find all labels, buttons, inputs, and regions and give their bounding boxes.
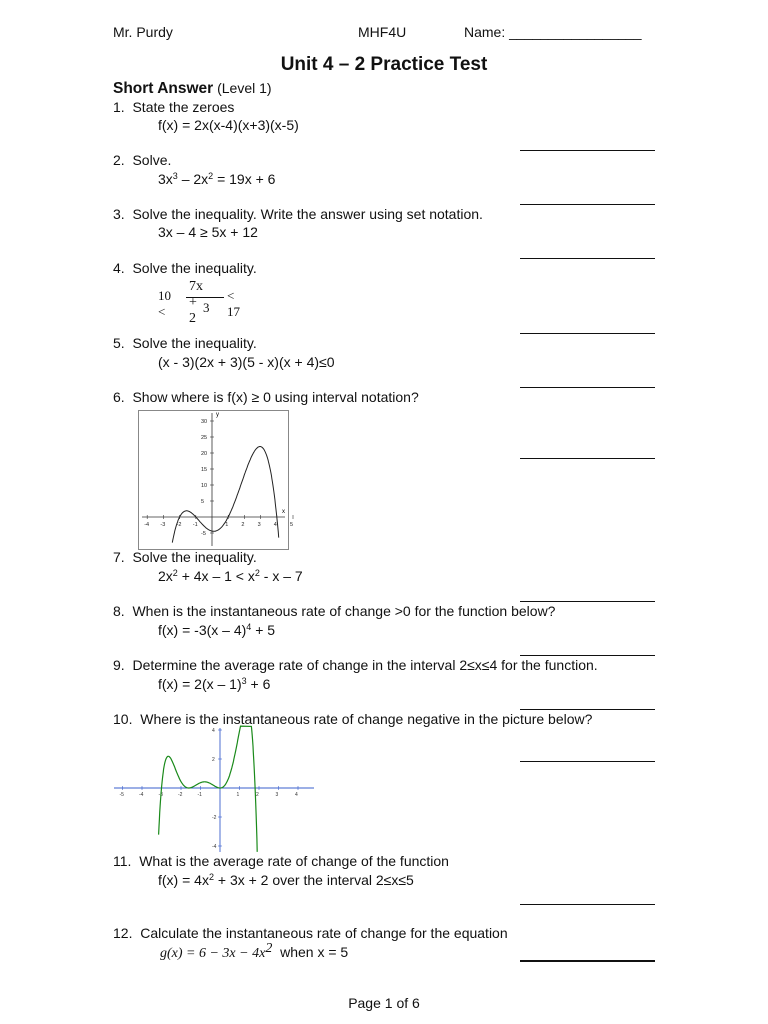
graph-q10-x-tick-label: -4	[139, 792, 144, 798]
question-12: 12. Calculate the instantaneous rate of change for the equation	[113, 925, 508, 941]
question-10: 10. Where is the instantaneous rate of change negative in the picture below?	[113, 711, 593, 727]
question-3-expression: 3x – 4 ≥ 5x + 12	[158, 224, 258, 240]
graph-q10-y-tick-label: 4	[212, 728, 215, 734]
question-11: 11. What is the average rate of change of the function	[113, 853, 449, 869]
answer-line-4[interactable]	[520, 333, 655, 334]
graph-q6-x-tick-label: -1	[192, 522, 198, 528]
answer-line-2[interactable]	[520, 204, 655, 205]
answer-line-8[interactable]	[520, 655, 655, 656]
question-4: 4. Solve the inequality.	[113, 260, 257, 276]
question-5-expression: (x - 3)(2x + 3)(5 - x)(x + 4)≤0	[158, 354, 335, 370]
graph-q10-x-tick-label: 2	[256, 792, 259, 798]
frac-denominator: 3	[203, 300, 210, 315]
frac-lhs: 10 <	[158, 288, 171, 319]
page-number: Page 1 of 6	[348, 995, 420, 1011]
graph-q10-x-tick-label: 1	[236, 792, 240, 798]
graph-q6-y-tick-label: 5	[201, 499, 205, 505]
graph-q10-x-tick-label: 3	[275, 792, 279, 798]
graph-q6-x-tick-label: 5	[290, 522, 294, 528]
graph-q10-y-tick-label: -4	[212, 844, 217, 850]
question-5: 5. Solve the inequality.	[113, 335, 257, 351]
graph-q10	[112, 726, 316, 854]
question-8: 8. When is the instantaneous rate of change >0 for the function below?	[113, 603, 556, 619]
graph-q6-y-tick-label: 25	[201, 435, 208, 441]
answer-line-7[interactable]	[520, 601, 655, 602]
answer-line-9[interactable]	[520, 709, 655, 710]
answer-line-3[interactable]	[520, 258, 655, 259]
graph-q6-x-tick-label: 3	[257, 522, 261, 528]
answer-line-6[interactable]	[520, 458, 655, 459]
student-name-field[interactable]: Name: _________________	[464, 24, 642, 40]
graph-q10-x-tick-label: 4	[295, 792, 298, 798]
question-9: 9. Determine the average rate of change in the interval 2≤x≤4 for the function.	[113, 657, 598, 673]
graph-q10-y-tick-label: -2	[212, 815, 217, 821]
question-6: 6. Show where is f(x) ≥ 0 using interval notation?	[113, 389, 419, 405]
graph-q6-frame	[139, 411, 289, 550]
course-code: MHF4U	[358, 24, 407, 40]
graph-q6-x-tick-label: 4	[273, 522, 277, 528]
answer-line-12[interactable]	[520, 960, 655, 962]
answer-line-11[interactable]	[520, 904, 655, 905]
graph-q6	[138, 410, 294, 550]
question-12-expression: $g(x) = 6 - 3x - 4x^2$ when x = 5	[160, 941, 349, 961]
graph-q6-y-tick-label: 15	[201, 467, 208, 473]
answer-line-10[interactable]	[520, 761, 655, 762]
frac-numerator: 7x + 2	[189, 279, 203, 326]
question-11-expression: $f(x) = 4x^2 + 3x + 2$ over the interval 2≤x≤5	[158, 872, 414, 888]
question-2: 2. Solve.	[113, 152, 172, 168]
graph-q6-x-tick-label: -3	[160, 522, 166, 528]
answer-line-1[interactable]	[520, 150, 655, 151]
section-level: (Level 1)	[217, 80, 272, 96]
graph-q6-y-tick-label: 20	[201, 451, 208, 457]
question-7-expression: $2x^2 + 4x - 1 < x^2 - x - 7$	[158, 568, 303, 584]
question-8-expression: f(x) = -3(x – 4)$^4$ + 5	[158, 622, 276, 638]
frac-rhs: < 17	[227, 288, 240, 319]
page-title: Unit 4 – 2 Practice Test	[280, 54, 488, 75]
answer-line-5[interactable]	[520, 387, 655, 388]
graph-q6-x-tick-label: -4	[144, 522, 150, 528]
graph-q6-x-tick-label: 1	[225, 522, 229, 528]
graph-q6-y-tick-label: -5	[201, 531, 206, 537]
graph-q6-y-tick-label: 30	[201, 419, 208, 425]
question-9-expression: f(x) = 2(x – 1)$^3$ + 6	[158, 676, 271, 692]
graph-q6-x-label: x	[282, 509, 285, 515]
teacher-name: Mr. Purdy	[113, 24, 173, 40]
graph-q10-x-tick-label: -5	[119, 792, 124, 798]
graph-q6-y-tick-label: 10	[201, 483, 208, 489]
question-7: 7. Solve the inequality.	[113, 549, 257, 565]
question-3: 3. Solve the inequality. Write the answer using set notation.	[113, 206, 483, 222]
graph-q6-x-tick-label: 2	[241, 522, 245, 528]
question-1-expression: f(x) = 2x(x-4)(x+3)(x-5)	[158, 117, 299, 133]
fraction-bar	[186, 297, 224, 298]
graph-q10-x-tick-label: -1	[197, 792, 202, 798]
section-label: Short Answer	[113, 80, 214, 97]
graph-q10-x-tick-label: -2	[178, 792, 183, 798]
question-2-expression: $3x^3 - 2x^2 = 19x + 6$	[158, 171, 276, 187]
section-heading	[113, 80, 272, 98]
graph-q10-y-tick-label: 2	[212, 757, 215, 763]
graph-q6-y-label: y	[216, 412, 219, 418]
graph-q10-curve	[159, 726, 258, 852]
graph-q10-x-tick-label: -3	[158, 792, 163, 798]
graph-q6-x-tick-label: -2	[176, 522, 182, 528]
question-1: 1. State the zeroes	[113, 99, 235, 115]
